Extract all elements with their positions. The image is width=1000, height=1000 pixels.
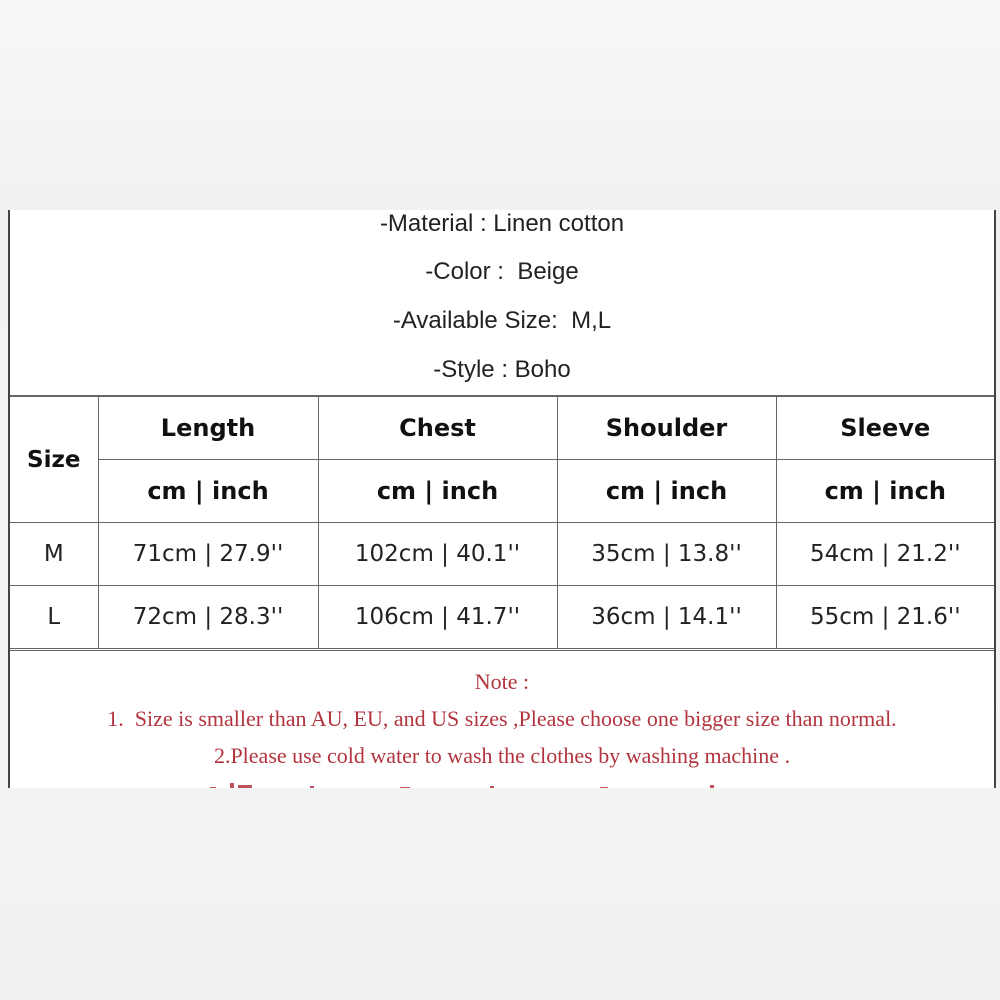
column-header-length: Length xyxy=(98,397,318,460)
length-cell: 72cm | 28.3'' xyxy=(98,586,318,649)
spec-color: -Color : Beige xyxy=(425,258,579,285)
spec-style: -Style : Boho xyxy=(433,356,571,383)
chest-cell: 102cm | 40.1'' xyxy=(318,523,557,586)
product-specs xyxy=(10,210,994,396)
sleeve-cell: 54cm | 21.2'' xyxy=(776,523,994,586)
table-row xyxy=(10,523,994,586)
sleeve-cell: 55cm | 21.6'' xyxy=(776,586,994,649)
cropped-note-fragment xyxy=(190,778,750,788)
size-cell: L xyxy=(10,586,98,649)
note-title: Note : xyxy=(474,669,530,694)
table-header-row xyxy=(10,397,994,460)
unit-label: cm | inch xyxy=(557,460,776,523)
note-item: 2.Please use cold water to wash the clothes by washing machine . xyxy=(213,743,791,768)
table-unit-row xyxy=(10,460,994,523)
note-item: 1. Size is smaller than AU, EU, and US sizes ,Please choose one bigger size than normal. xyxy=(107,706,897,731)
size-column-header: Size xyxy=(10,397,98,523)
shoulder-cell: 36cm | 14.1'' xyxy=(557,586,776,649)
column-header-chest: Chest xyxy=(318,397,557,460)
shoulder-cell: 35cm | 13.8'' xyxy=(557,523,776,586)
spec-available-size: -Available Size: M,L xyxy=(392,307,612,334)
unit-label: cm | inch xyxy=(776,460,994,523)
size-table xyxy=(10,396,994,649)
length-cell: 71cm | 27.9'' xyxy=(98,523,318,586)
size-chart-sheet xyxy=(8,210,996,788)
spec-material: -Material : Linen cotton xyxy=(379,210,625,237)
cropped-text-marks xyxy=(190,779,750,788)
table-row xyxy=(10,586,994,649)
chest-cell: 106cm | 41.7'' xyxy=(318,586,557,649)
size-cell: M xyxy=(10,523,98,586)
column-header-shoulder: Shoulder xyxy=(557,397,776,460)
notes-section xyxy=(10,650,994,788)
unit-label: cm | inch xyxy=(318,460,557,523)
column-header-sleeve: Sleeve xyxy=(776,397,994,460)
unit-label: cm | inch xyxy=(98,460,318,523)
